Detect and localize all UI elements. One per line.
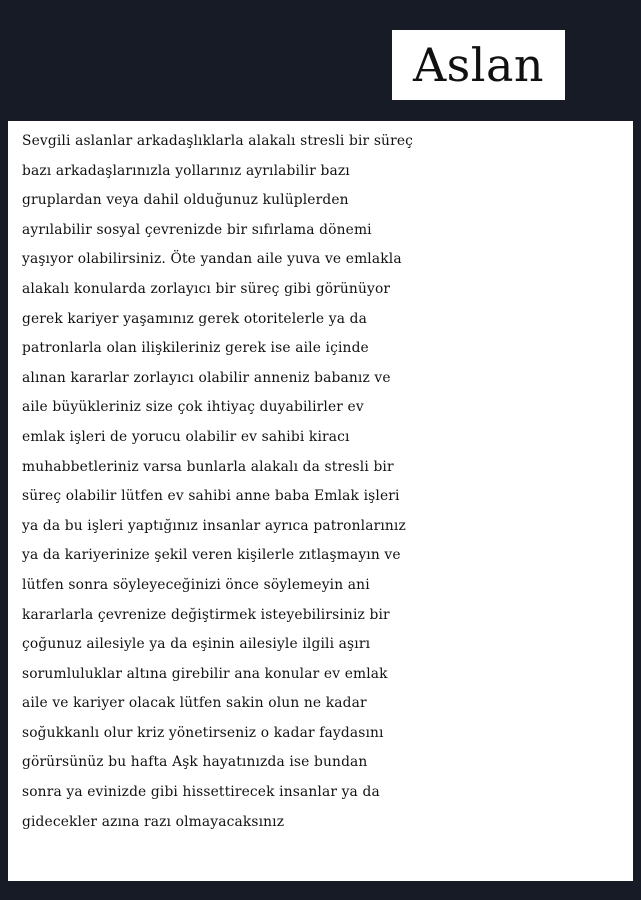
horoscope-text-box xyxy=(8,121,633,881)
text-line: soğukkanlı olur kriz yönetirseniz o kadar faydasını xyxy=(22,724,384,741)
text-line: süreç olabilir lütfen ev sahibi anne baba Emlak işleri xyxy=(22,488,400,505)
text-line: sorumluluklar altına girebilir ana konular ev emlak xyxy=(22,665,388,682)
text-line: yaşıyor olabilirsiniz. Öte yandan aile yuva ve emlakla xyxy=(22,251,402,268)
text-line: gruplardan veya dahil olduğunuz kulüplerden xyxy=(22,192,349,209)
title-box xyxy=(392,30,565,100)
text-line: bazı arkadaşlarınızla yollarınız ayrılabilir bazı xyxy=(22,162,350,179)
text-line: aile ve kariyer olacak lütfen sakin olun ne kadar xyxy=(22,695,367,712)
text-line: sonra ya evinizde gibi hissettirecek insanlar ya da xyxy=(22,784,380,801)
text-line: ya da kariyerinize şekil veren kişilerle zıtlaşmayın ve xyxy=(22,547,401,564)
text-line: muhabbetleriniz varsa bunlarla alakalı da stresli bir xyxy=(22,458,394,475)
text-line: kararlarla çevrenize değiştirmek isteyebilirsiniz bir xyxy=(22,606,390,623)
text-line: çoğunuz ailesiyle ya da eşinin ailesiyle ilgili aşırı xyxy=(22,636,371,653)
text-line: emlak işleri de yorucu olabilir ev sahibi kiracı xyxy=(22,428,350,445)
text-line: aile büyükleriniz size çok ihtiyaç duyabilirler ev xyxy=(22,399,364,416)
text-line: alakalı konularda zorlayıcı bir süreç gibi görünüyor xyxy=(22,280,391,297)
text-line: gidecekler azına razı olmayacaksınız xyxy=(22,813,285,830)
page-title: Aslan xyxy=(412,38,545,92)
text-line: patronlarla olan ilişkileriniz gerek ise aile içinde xyxy=(22,340,369,357)
text-line: görürsünüz bu hafta Aşk hayatınızda ise bundan xyxy=(22,754,368,771)
text-line: ya da bu işleri yaptığınız insanlar ayrıca patronlarınız xyxy=(22,517,406,534)
text-line: alınan kararlar zorlayıcı olabilir anneniz babanız ve xyxy=(22,369,391,386)
text-line: ayrılabilir sosyal çevrenizde bir sıfırlama dönemi xyxy=(22,221,372,238)
text-line: lütfen sonra söyleyeceğinizi önce söylemeyin ani xyxy=(22,576,370,593)
text-line: Sevgili aslanlar arkadaşlıklarla alakalı stresli bir süreç xyxy=(22,133,414,149)
text-line: gerek kariyer yaşamınız gerek otoritelerle ya da xyxy=(22,310,367,327)
